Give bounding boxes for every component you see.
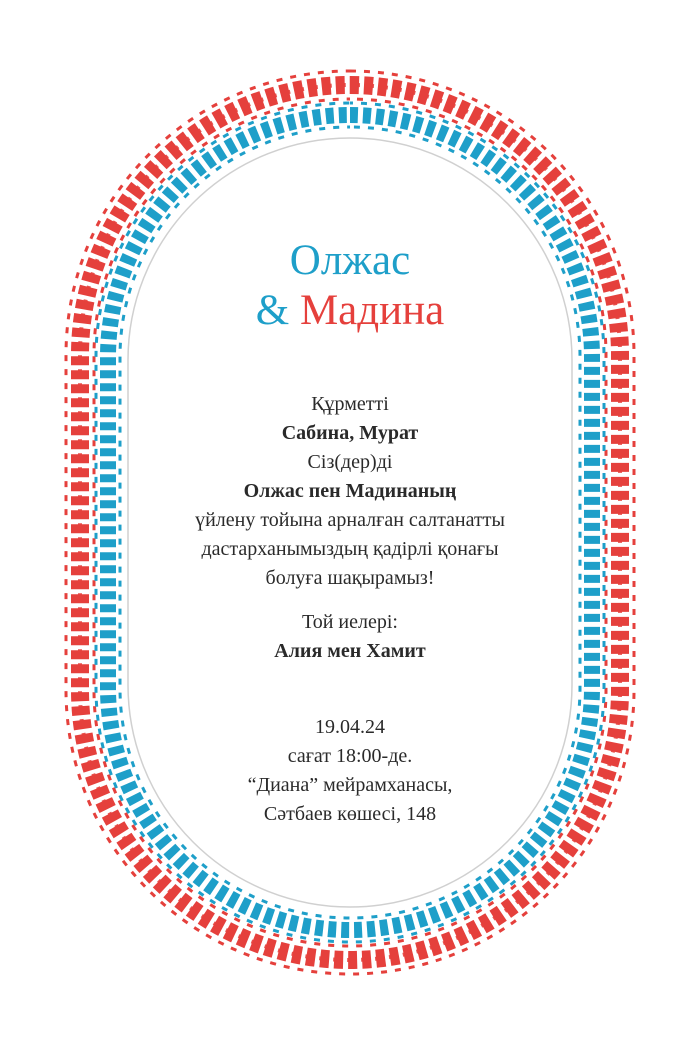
you-text: Сіз(дер)ді xyxy=(307,451,393,473)
event-details xyxy=(150,713,550,829)
bride-line xyxy=(150,286,550,336)
salutation: Құрметті xyxy=(311,393,389,415)
invitation-line-1: үйлену тойына арналған салтанатты xyxy=(195,509,505,531)
event-time: сағат 18:00-де. xyxy=(287,745,413,767)
invitation-line-2: дастарханымыздың қадірлі қонағы xyxy=(201,538,499,560)
invitation-line-3: болуға шақырамыз! xyxy=(265,567,435,589)
couple-possessive: Олжас пен Мадинаның xyxy=(243,480,457,502)
invitation-text xyxy=(150,390,550,666)
event-date: 19.04.24 xyxy=(315,716,385,738)
hosts-names: Алия мен Хамит xyxy=(274,640,426,662)
groom-name: Олжас xyxy=(289,237,411,284)
bride-name: Мадина xyxy=(299,287,445,334)
couple-names xyxy=(150,236,550,336)
event-address: Сәтбаев көшесі, 148 xyxy=(263,803,437,825)
ampersand: & xyxy=(255,287,290,334)
event-venue: “Диана” мейрамханасы, xyxy=(247,774,453,796)
hosts-label: Той иелері: xyxy=(302,611,398,633)
guest-names: Сабина, Мурат xyxy=(281,422,419,444)
